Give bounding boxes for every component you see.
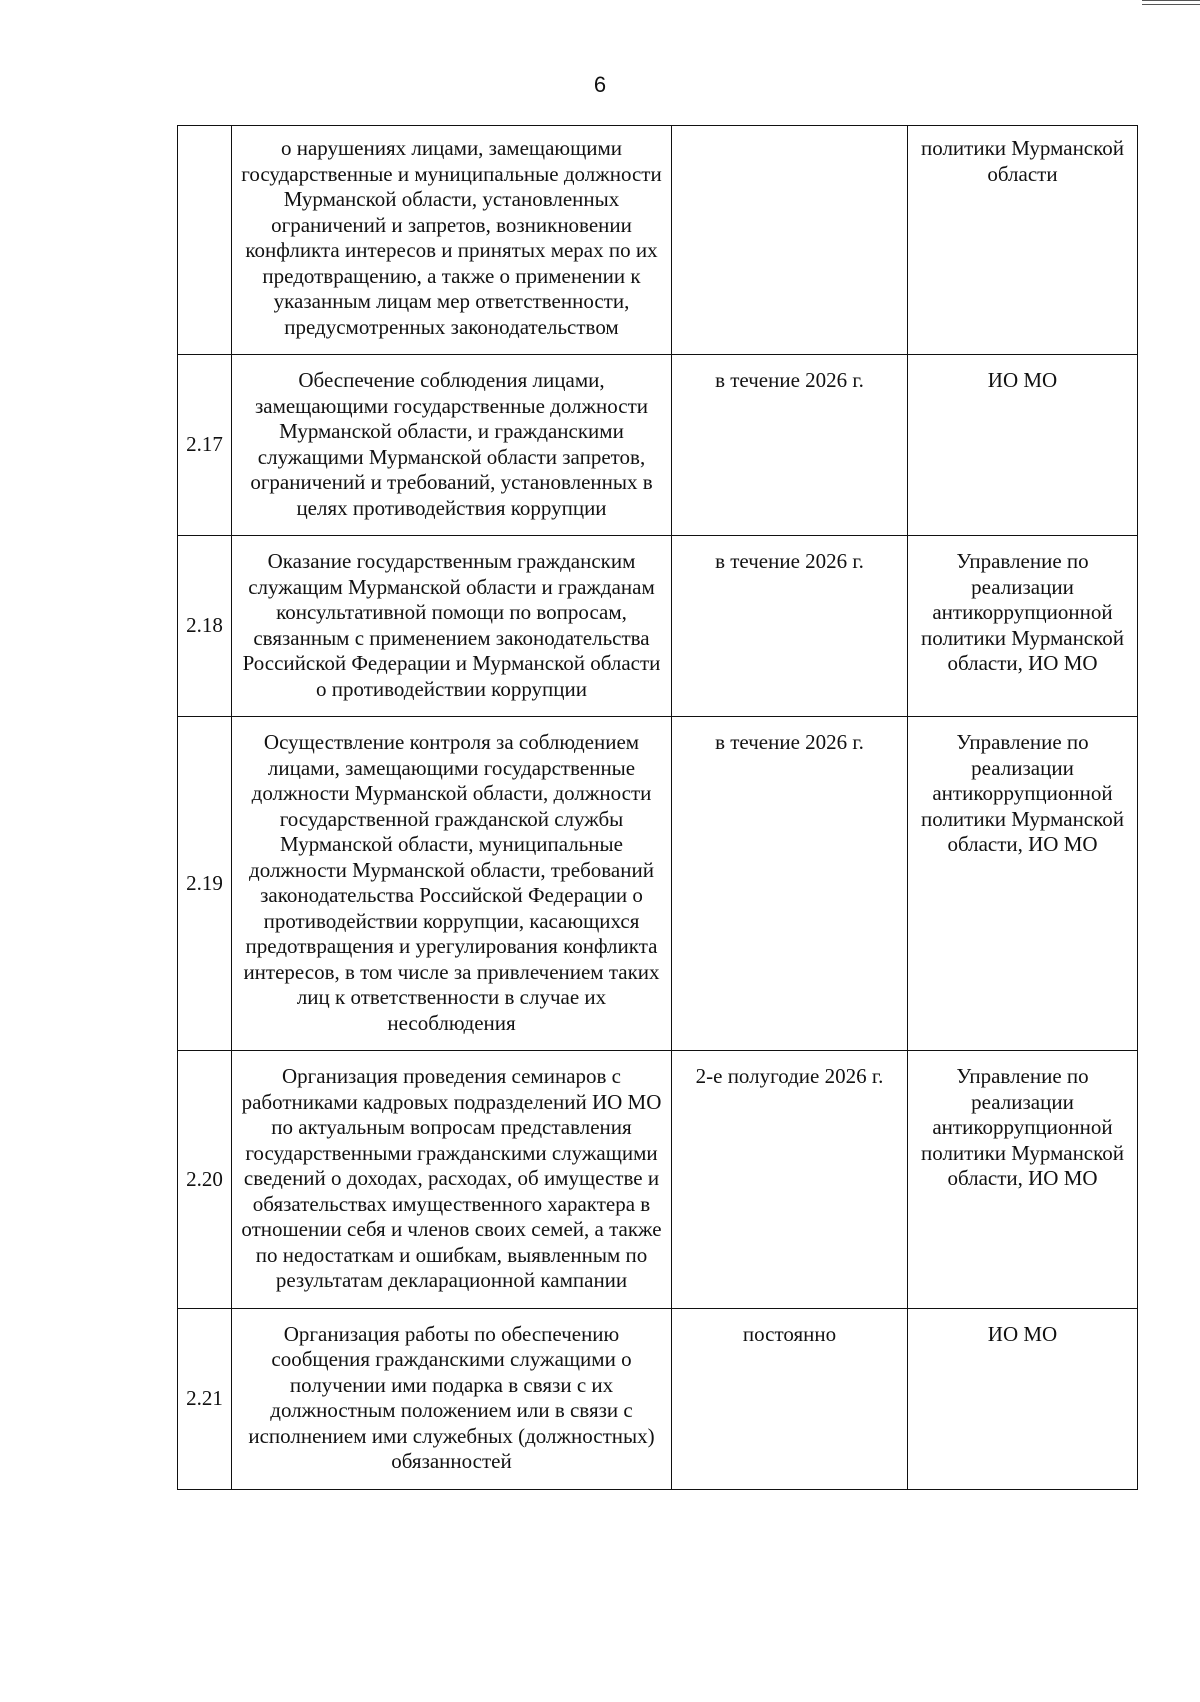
row-number: 2.21 [178,1308,232,1489]
responsible-cell: ИО МО [908,355,1138,536]
table-row [178,126,1138,355]
row-number: 2.19 [178,717,232,1051]
term-cell [672,126,908,355]
page-number: 6 [593,72,607,97]
responsible-cell: политики Мурманской области [908,126,1138,355]
term-cell: в течение 2026 г. [672,355,908,536]
row-number: 2.17 [178,355,232,536]
event-cell: Осуществление контроля за соблюдением лицами, замещающими государственные должности Мурманской области, должности государственной гражданской службы Мурманской области, муниципальные должности Мурманской области, требований законодательства Российской Федерации о противодействии коррупции, касающихся предотвращения и урегулирования конфликта интересов, в том числе за привлечением таких лиц к ответственности в случае их несоблюдения [232,717,672,1051]
table-row [178,717,1138,1051]
event-cell: Организация работы по обеспечению сообщения гражданскими служащими о получении ими подарка в связи с их должностным положением или в связи с исполнением ими служебных (должностных) обязанностей [232,1308,672,1489]
event-cell: Оказание государственным гражданским служащим Мурманской области и гражданам консультативной помощи по вопросам, связанным с применением законодательства Российской Федерации и Мурманской области о противодействии коррупции [232,536,672,717]
event-cell: Обеспечение соблюдения лицами, замещающими государственные должности Мурманской области, и гражданскими служащими Мурманской области запретов, ограничений и требований, установленных в целях противодействия коррупции [232,355,672,536]
table-row [178,355,1138,536]
responsible-cell: Управление по реализации антикоррупционной политики Мурманской области, ИО МО [908,717,1138,1051]
table-row [178,536,1138,717]
measures-table [177,125,1138,1490]
table-row [178,1051,1138,1309]
event-cell: Организация проведения семинаров с работниками кадровых подразделений ИО МО по актуальным вопросам представления государственными гражданскими служащими сведений о доходах, расходах, об имуществе и обязательствах имущественного характера в отношении себя и членов своих семей, а также по недостаткам и ошибкам, выявленным по результатам декларационной кампании [232,1051,672,1309]
term-cell: 2-е полугодие 2026 г. [672,1051,908,1309]
responsible-cell: ИО МО [908,1308,1138,1489]
row-number: 2.18 [178,536,232,717]
term-cell: постоянно [672,1308,908,1489]
row-number: 2.20 [178,1051,232,1309]
term-cell: в течение 2026 г. [672,536,908,717]
responsible-cell: Управление по реализации антикоррупционной политики Мурманской области, ИО МО [908,1051,1138,1309]
responsible-cell: Управление по реализации антикоррупционной политики Мурманской области, ИО МО [908,536,1138,717]
term-cell: в течение 2026 г. [672,717,908,1051]
event-cell: о нарушениях лицами, замещающими государственные и муниципальные должности Мурманской области, установленных ограничений и запретов, возникновении конфликта интересов и принятых мерах по их предотвращению, а также о применении к указанным лицам мер ответственности, предусмотренных законодательством [232,126,672,355]
table-row [178,1308,1138,1489]
scan-edge-mark [1142,0,1200,5]
row-number [178,126,232,355]
